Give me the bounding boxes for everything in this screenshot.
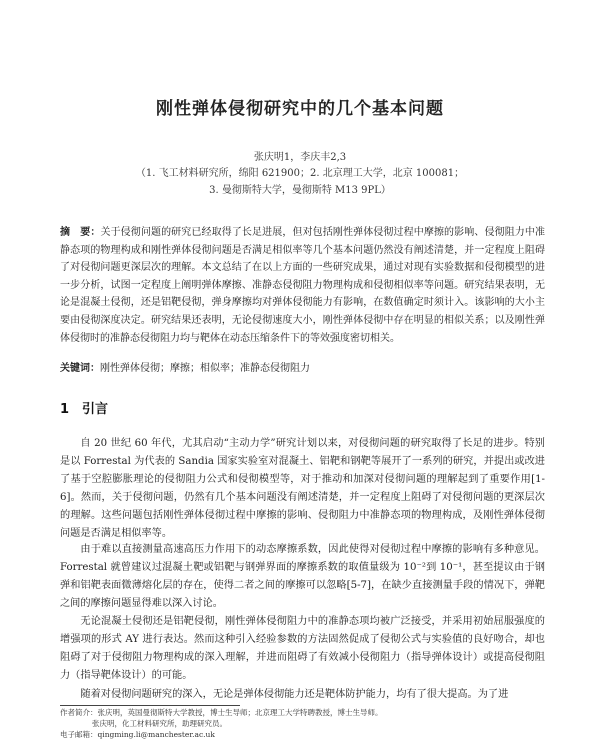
abstract-label: 摘 要： <box>60 227 101 238</box>
footnote-email: 电子邮箱：qingming.li@manchester.ac.uk <box>60 730 215 739</box>
keywords <box>60 362 545 376</box>
body-paragraph-2 <box>60 541 545 613</box>
section-title: 引言 <box>82 402 109 417</box>
keywords-label: 关键词： <box>60 363 100 374</box>
paper-title: 刚性弹体侵彻研究中的几个基本问题 <box>156 99 444 119</box>
abstract-text: 关于侵彻问题的研究已经取得了长足进展，但对包括刚性弹体侵彻过程中摩擦的影响、侵彻阻力中准静态项的物理构成和刚性弹体侵彻问题是否满足相似率等几个基本问题仍然没有阐述清楚，并一定程度上阻碍了对侵彻问题更深层次的理解。本文总结了在以上方面的一些研究成果，通过对现有实验数据和侵彻模型的进一步分析，试图一定程度上阐明弹体摩擦、准静态侵彻阻力物理构成和侵彻相似率等问题。研究结果表明，无论是混凝土侵彻，还是铝靶侵彻，弹身摩擦均对弹体侵彻能力有影响，在数值确定时须计入。该影响的大小主要由侵彻深度决定。研究结果还表明，无论侵彻速度大小，刚性弹体侵彻中存在明显的相似关系；以及刚性弹体侵彻时的准静态侵彻阻力均与靶体在动态压缩条件下的等效强度密切相关。 <box>60 227 546 344</box>
footnote-divider <box>60 705 240 706</box>
section-number: 1 <box>60 402 70 417</box>
section-heading <box>60 398 108 417</box>
body-paragraph-1 <box>60 435 545 542</box>
body-paragraph-4 <box>60 686 545 704</box>
footnote-author-bio: 作者简介：张庆明，英国曼彻斯特大学教授，博士生导师；北京理工大学特聘教授，博士生导师。 <box>60 708 383 717</box>
paragraph-text: 自 20 世纪 60 年代，尤其启动“主动力学”研究计划以来，对侵彻问题的研究取得了长足的进步。特别是以 Forrestal 为代表的 Sandia 国家实验室对混凝土、铝靶和钢靶等展开了一系列的研究，并提出或改进了基于空腔膨胀理论的侵彻阻力公式和侵彻模型等，对于推动和加深对侵彻问题的理解起到了重要作用[1-6]。然而，关于侵彻问题，仍然有几个基本问题没有阐述清楚，并一定程度上阻碍了对侵彻问题的更深层次的理解。这些问题包括刚性弹体侵彻过程中摩擦的影响、侵彻阻力中准静态项的物理构成，及刚性弹体侵彻问题是否满足相似率等。 <box>60 438 545 539</box>
abstract <box>60 224 545 347</box>
footnote-author-bio-2: 张庆明，化工材料研究所，助理研究员。 <box>92 719 227 728</box>
affiliation-line-1: （1. 飞工材料研究所，绵阳 621900；2. 北京理工大学，北京 100081； <box>135 168 465 179</box>
body-paragraph-3 <box>60 613 545 685</box>
keywords-text: 刚性弹体侵彻；摩擦；相似率；准静态侵彻阻力 <box>100 363 310 374</box>
paragraph-text: 由于难以直接测量高速高压力作用下的动态摩擦系数，因此使得对侵彻过程中摩擦的影响有多种意见。Forrestal 就曾建议过混凝土靶或铝靶与钢弹界面的摩擦系数的取值量级为 10⁻²到 10⁻¹，甚至提议由于钢弹和铝靶表面微薄熔化层的存在，使得二者之间的摩擦可以忽略[5-7]，在缺少直接测量手段的情况下，弹靶之间的摩擦问题显得难以深入讨论。 <box>60 544 545 609</box>
affiliation-line-2: 3. 曼彻斯特大学，曼彻斯特 M13 9PL） <box>209 185 391 196</box>
paragraph-text: 随着对侵彻问题研究的深入，无论是弹体侵彻能力还是靶体防护能力，均有了很大提高。为了进 <box>80 689 509 700</box>
paragraph-text: 无论混凝土侵彻还是铝靶侵彻，刚性弹体侵彻阻力中的准静态项均被广泛接受，并采用初始屈服强度的增强项的形式 AY 进行表达。然而这种引入经验参数的方法固然促成了侵彻公式与实验值的良好吻合，却也阻碍了对于侵彻阻力物理构成的深入理解，并进而阻碍了有效减小侵彻阻力（指导弹体设计）或提高侵彻阻力（指导靶体设计）的可能。 <box>60 616 545 681</box>
paper-authors: 张庆明1，李庆丰2,3 <box>253 152 347 163</box>
